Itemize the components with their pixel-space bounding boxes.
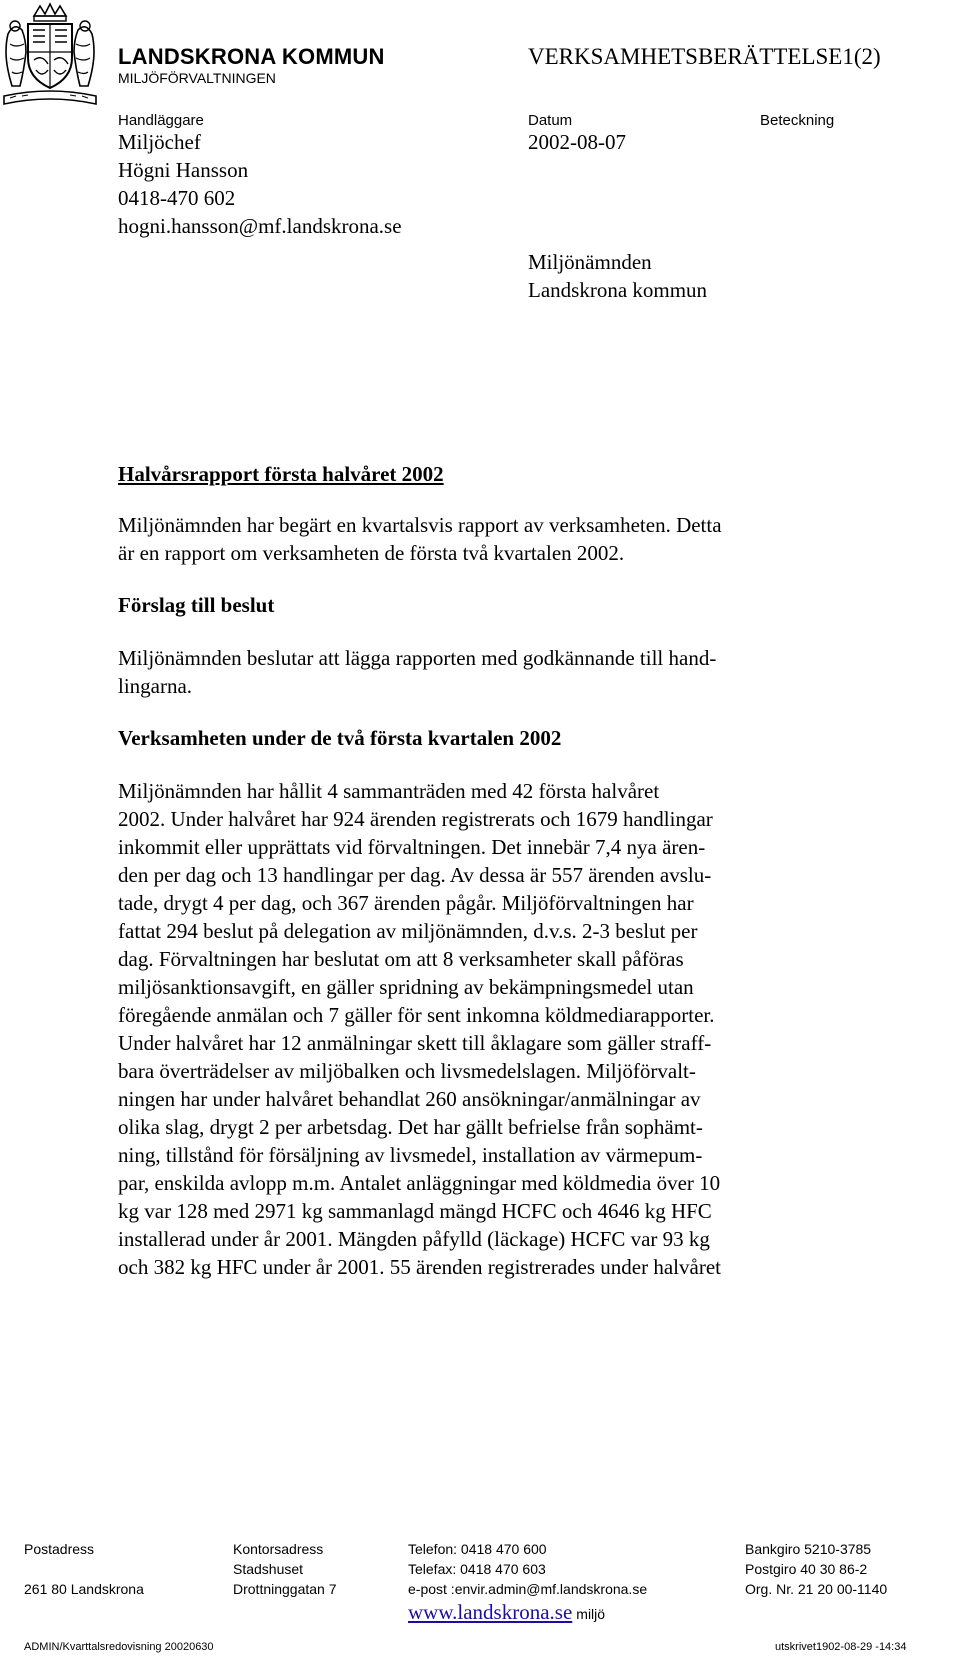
postadress-label: Postadress xyxy=(24,1541,95,1557)
recipient-line-2: Landskrona kommun xyxy=(528,278,708,302)
section-heading-verksamheten: Verksamheten under de två första kvartalen 2002 xyxy=(118,726,562,750)
intro-paragraph xyxy=(118,511,838,567)
verksamheten-line: den per dag och 13 handlingar per dag. Av dessa är 557 ärenden avslu- xyxy=(118,863,712,887)
report-title: Halvårsrapport första halvåret 2002 xyxy=(118,462,444,486)
verksamheten-line: föregående anmälan och 7 gäller för sent inkomna köldmediarapporter. xyxy=(118,1003,715,1027)
verksamheten-line: ning, tillstånd för försäljning av livsmedel, installation av värmepum- xyxy=(118,1143,703,1167)
postadress-value: 261 80 Landskrona xyxy=(24,1581,144,1597)
intro-line: Miljönämnden har begärt en kvartalsvis rapport av verksamheten. Detta xyxy=(118,513,722,537)
verksamheten-line: bara överträdelser av miljöbalken och livsmedelslagen. Miljöförvalt- xyxy=(118,1059,696,1083)
verksamheten-line: inkommit eller upprättats vid förvaltningen. Det innebär 7,4 nya ären- xyxy=(118,835,706,859)
footer-website-row xyxy=(408,1600,605,1625)
verksamheten-paragraph xyxy=(118,777,838,1281)
document-type: VERKSAMHETSBERÄTTELSE1(2) xyxy=(528,44,881,69)
verksamheten-line: ningen har under halvåret behandlat 260 ansökningar/anmälningar av xyxy=(118,1087,701,1111)
footer-bankgiro: Bankgiro 5210-3785 xyxy=(745,1541,872,1557)
verksamheten-line: fattat 294 beslut på delegation av miljönämnden, d.v.s. 2-3 beslut per xyxy=(118,919,698,943)
verksamheten-line: Under halvåret har 12 anmälningar skett till åklagare som gäller straff- xyxy=(118,1031,712,1055)
kontorsadress-line-1: Stadshuset xyxy=(233,1561,304,1577)
handlaggare-name: Högni Hansson xyxy=(118,158,249,182)
print-info: utskrivet1902-08-29 -14:34 xyxy=(775,1641,907,1653)
kontorsadress-line-2: Drottninggatan 7 xyxy=(233,1581,337,1597)
verksamheten-line: Miljönämnden har hållit 4 sammanträden med 42 första halvåret xyxy=(118,779,660,803)
section-heading-forslag: Förslag till beslut xyxy=(118,593,275,617)
datum-value: 2002-08-07 xyxy=(528,130,626,154)
verksamheten-line: kg var 128 med 2971 kg sammanlagd mängd HCFC och 4646 kg HFC xyxy=(118,1199,712,1223)
document-reference: ADMIN/Kvarttalsredovisning 20020630 xyxy=(24,1641,214,1653)
verksamheten-line: miljösanktionsavgift, en gäller spridning av bekämpningsmedel utan xyxy=(118,975,694,999)
coat-of-arms-icon xyxy=(0,0,100,110)
beteckning-label: Beteckning xyxy=(760,112,835,129)
kontorsadress-label: Kontorsadress xyxy=(233,1541,324,1557)
organization-name: LANDSKRONA KOMMUN xyxy=(118,44,385,69)
handlaggare-label: Handläggare xyxy=(118,112,204,129)
handlaggare-email[interactable]: hogni.hansson@mf.landskrona.se xyxy=(118,214,402,238)
footer-epost[interactable]: e-post :envir.admin@mf.landskrona.se xyxy=(408,1581,648,1597)
forslag-line: lingarna. xyxy=(118,674,193,698)
intro-line: är en rapport om verksamheten de första två kvartalen 2002. xyxy=(118,541,625,565)
verksamheten-line: olika slag, drygt 2 per arbetsdag. Det har gällt befrielse från sophämt- xyxy=(118,1115,703,1139)
datum-label: Datum xyxy=(528,112,573,129)
website-link[interactable]: www.landskrona.se xyxy=(408,1600,573,1624)
handlaggare-phone: 0418-470 602 xyxy=(118,186,236,210)
footer-postgiro: Postgiro 40 30 86-2 xyxy=(745,1561,868,1577)
footer-telefax: Telefax: 0418 470 603 xyxy=(408,1561,546,1577)
forslag-line: Miljönämnden beslutar att lägga rapporten med godkännande till hand- xyxy=(118,646,717,670)
verksamheten-line: dag. Förvaltningen har beslutat om att 8 verksamheter skall påföras xyxy=(118,947,684,971)
department-name: MILJÖFÖRVALTNINGEN xyxy=(118,70,276,86)
footer-telefon: Telefon: 0418 470 600 xyxy=(408,1541,547,1557)
handlaggare-title: Miljöchef xyxy=(118,130,201,154)
website-suffix: miljö xyxy=(576,1606,606,1622)
verksamheten-line: och 382 kg HFC under år 2001. 55 ärenden registrerades under halvåret xyxy=(118,1255,721,1279)
footer-orgnr: Org. Nr. 21 20 00-1140 xyxy=(745,1581,888,1597)
verksamheten-line: par, enskilda avlopp m.m. Antalet anläggningar med köldmedia över 10 xyxy=(118,1171,721,1195)
forslag-paragraph xyxy=(118,644,838,700)
verksamheten-line: tade, drygt 4 per dag, och 367 ärenden pågår. Miljöförvaltningen har xyxy=(118,891,694,915)
document-body xyxy=(118,462,838,1307)
verksamheten-line: installerad under år 2001. Mängden påfylld (läckage) HCFC var 93 kg xyxy=(118,1227,710,1251)
verksamheten-line: 2002. Under halvåret har 924 ärenden registrerats och 1679 handlingar xyxy=(118,807,713,831)
recipient-line-1: Miljönämnden xyxy=(528,250,652,274)
